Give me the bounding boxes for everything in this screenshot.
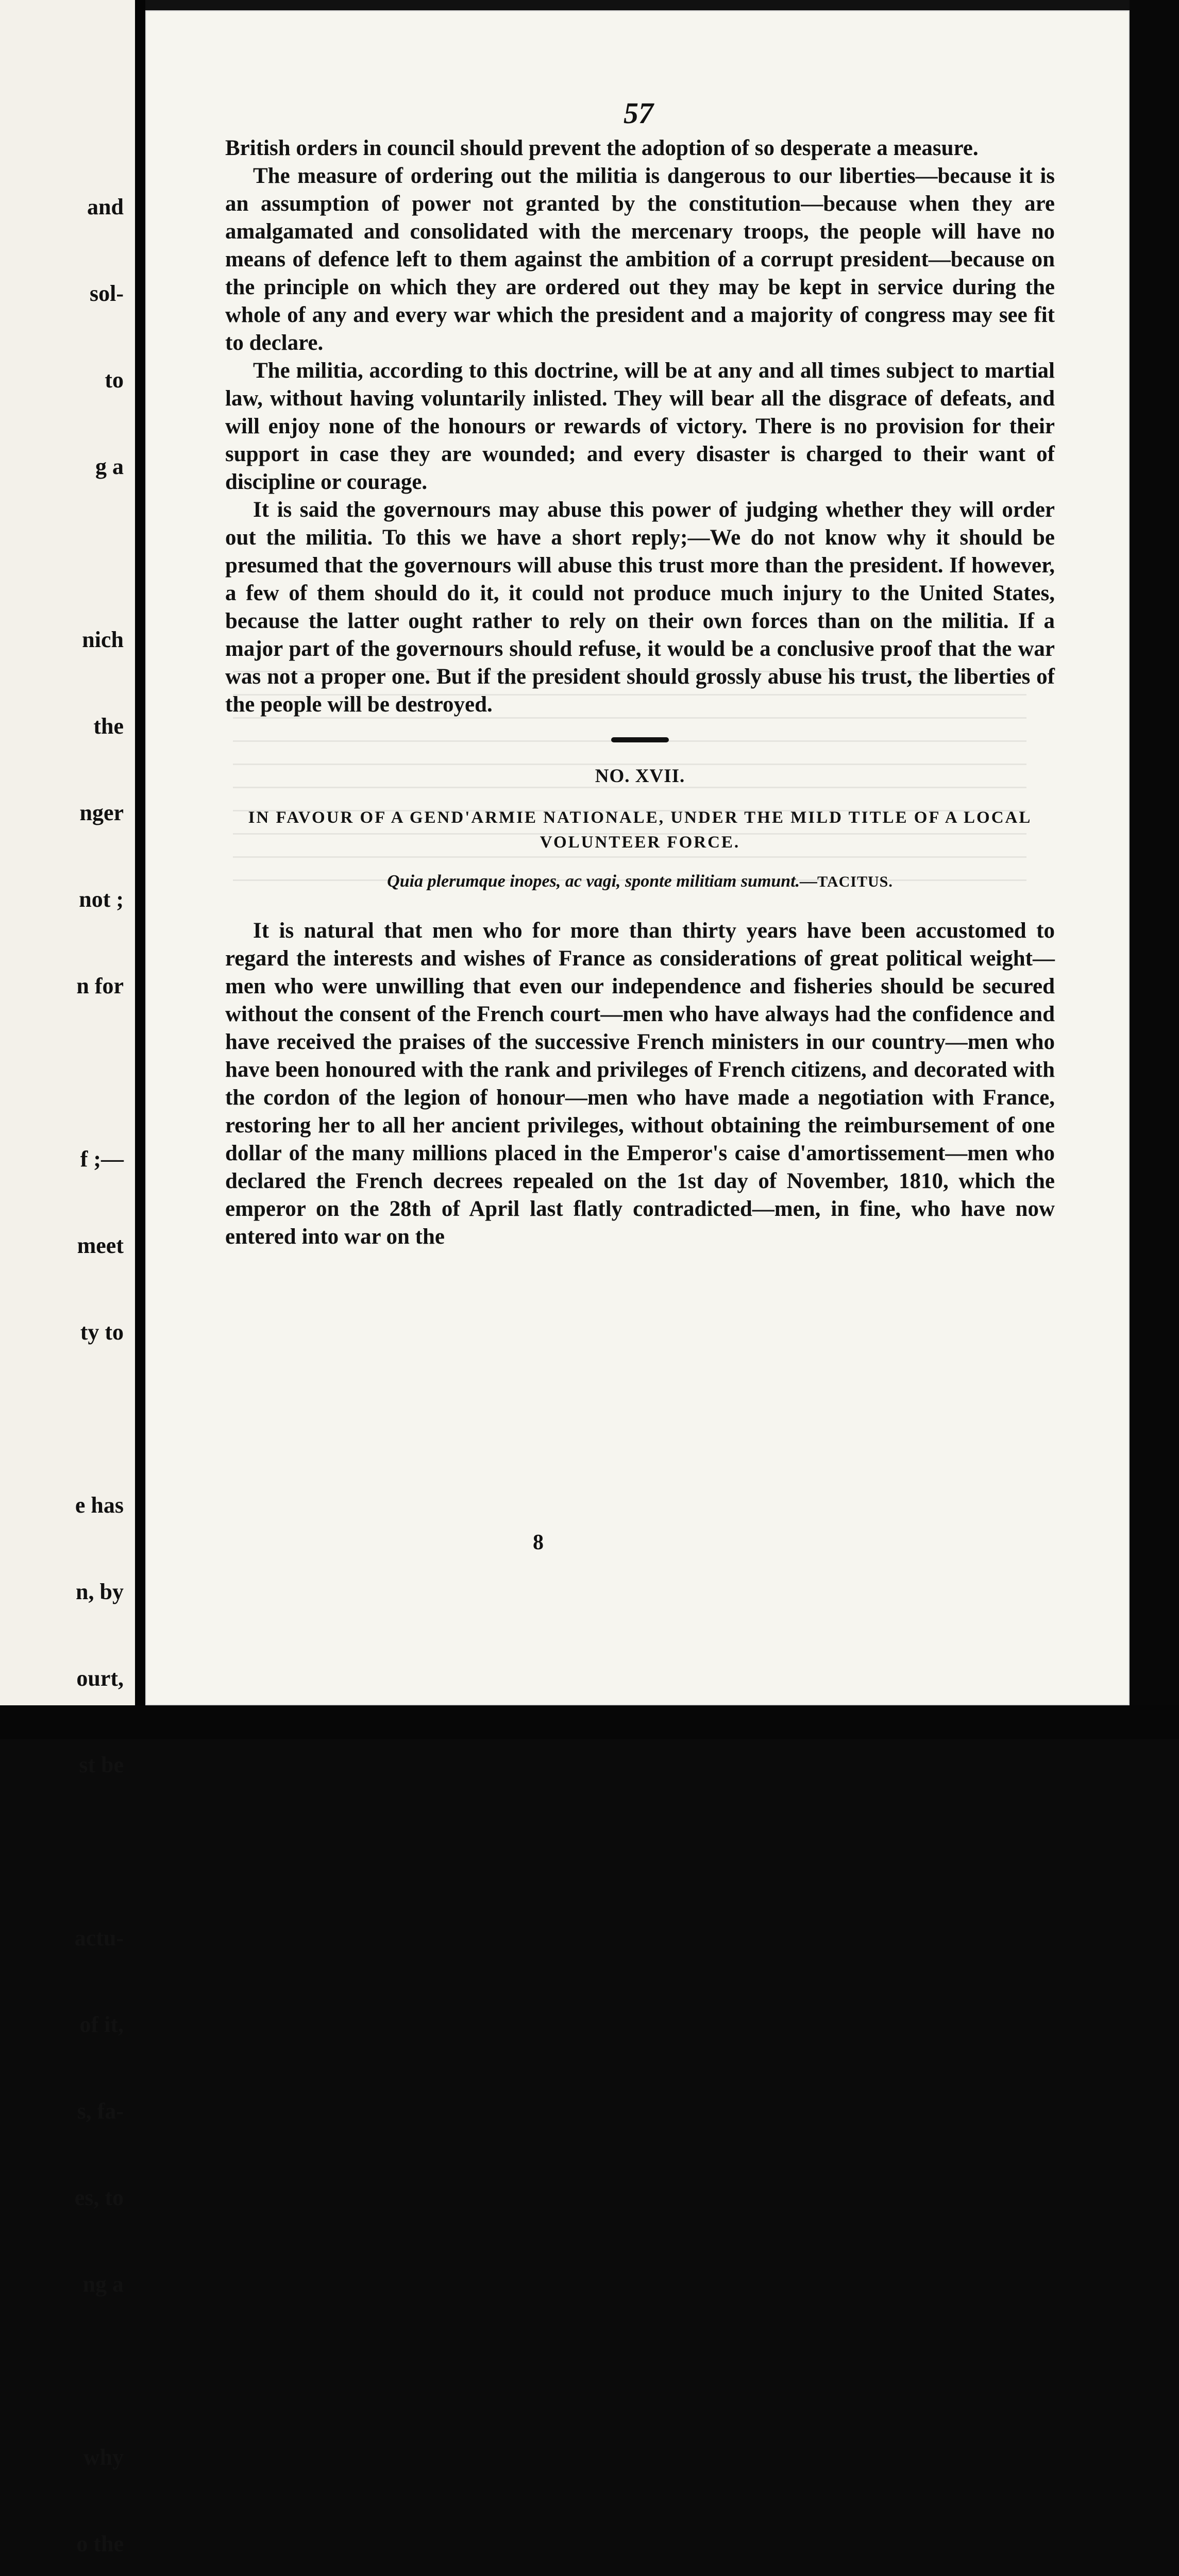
left-line: e has bbox=[75, 1493, 124, 1518]
left-line: not ; bbox=[79, 887, 124, 912]
epigraph-text: Quia plerumque inopes, ac vagi, sponte militiam sumunt.— bbox=[387, 872, 818, 891]
left-line bbox=[0, 1058, 124, 1087]
left-line: o the bbox=[76, 2531, 124, 2556]
left-line: ng a bbox=[82, 2272, 124, 2297]
section-paragraph: It is natural that men who for more than thirty years have been accustomed to regard the interests and wishes of France as considerations of great political weight—men who were unwilling that even our independence and fisheries should be secured without the consent of the French court—men who have always had the confidence and have received the praises of the successive French ministers in our country—men who have been honoured with the rank and privileges of French citizens, and decorated with the cordon of the legion of honour—men who have made a negotiation with France, restoring her to all her ancient privileges, without obtaining the reimbursement of one dollar of the many millions placed in the Emperor's caise d'amortissement—men who declared the French decrees repealed on the 1st day of November, 1810, which the emperor on the 28th of April last flatly contradicted—men, in fine, who have now entered into war on the bbox=[225, 919, 1055, 1249]
left-line: ourt, bbox=[76, 1666, 124, 1691]
left-line: n, by bbox=[76, 1579, 124, 1604]
left-line: st be bbox=[79, 1752, 124, 1777]
left-line: sol- bbox=[90, 281, 124, 306]
section-title: IN FAVOUR OF A GEND'ARMIE NATIONALE, UNDER THE MILD TITLE OF A LOCAL VOLUNTEER FORCE. bbox=[248, 808, 1032, 852]
main-page bbox=[145, 10, 1130, 1705]
left-line: of it, bbox=[79, 2012, 124, 2037]
right-edge bbox=[1130, 0, 1179, 1739]
left-line: meet bbox=[77, 1233, 124, 1258]
left-line: nich bbox=[82, 627, 124, 652]
page-content bbox=[225, 95, 1055, 1251]
left-line: nger bbox=[79, 800, 124, 825]
page-number: 57 bbox=[624, 96, 653, 130]
section-number: NO. XVII. bbox=[595, 766, 685, 787]
section-gap bbox=[225, 719, 1055, 737]
paragraph-1: British orders in council should prevent the adoption of so desperate a measure. bbox=[225, 136, 979, 160]
left-line: why bbox=[83, 2445, 124, 2470]
bottom-edge bbox=[0, 1705, 1179, 1739]
epigraph-author: TACITUS. bbox=[817, 873, 893, 890]
left-line: the bbox=[93, 714, 124, 739]
left-line bbox=[0, 2357, 124, 2385]
left-line: ty to bbox=[80, 1319, 124, 1345]
left-line: f ;— bbox=[80, 1146, 124, 1172]
left-line: actu- bbox=[74, 1925, 124, 1951]
left-page-text bbox=[0, 135, 124, 2576]
left-line: and bbox=[87, 194, 124, 219]
left-line: es, to bbox=[74, 2185, 124, 2210]
paragraph-3: The militia, according to this doctrine, will be at any and all times subject to martial law, without having voluntarily inlisted. They will bear all the disgrace of defeats, and will enjoy none of the honours or rewards of victory. There is no provision for their support in case they are wounded; and every disaster is charged to their want of discipline or courage. bbox=[225, 359, 1055, 494]
left-line bbox=[0, 539, 124, 568]
left-line: n for bbox=[76, 973, 124, 998]
book-gutter bbox=[135, 0, 145, 1739]
left-line bbox=[0, 1837, 124, 1866]
left-line: to bbox=[105, 367, 124, 393]
decorative-rule bbox=[611, 737, 669, 742]
paragraph-2: The measure of ordering out the militia is dangerous to our liberties—because it is an assumption of power not granted by the constitution—because when they are amalgamated and consolidated with the mercenary troops, the people will have no means of defence left to them against the ambition of a corrupt president—because on the principle on which they are ordered out they may be kept in service during the whole of any and every war which the president and a majority of congress may see fit to declare. bbox=[225, 164, 1055, 355]
signature-mark: 8 bbox=[533, 1531, 544, 1554]
paragraph-4: It is said the governours may abuse this power of judging whether they will order out the militia. To this we have a short reply;—We do not know why it should be presumed that the governours will abuse this trust more than the president. If however, a few of them should do it, it could not produce much injury to the United States, because the latter ought rather to rely on their own forces than on the militia. If a major part of the governours should refuse, it would be a conclusive proof that the war was not a proper one. But if the president should grossly abuse his trust, the liberties of the people will be destroyed. bbox=[225, 498, 1055, 717]
left-line: g a bbox=[95, 454, 124, 479]
left-page bbox=[0, 0, 135, 2556]
left-line bbox=[0, 1404, 124, 1433]
epigraph bbox=[225, 869, 1055, 894]
left-line: s, fa- bbox=[77, 2098, 124, 2124]
